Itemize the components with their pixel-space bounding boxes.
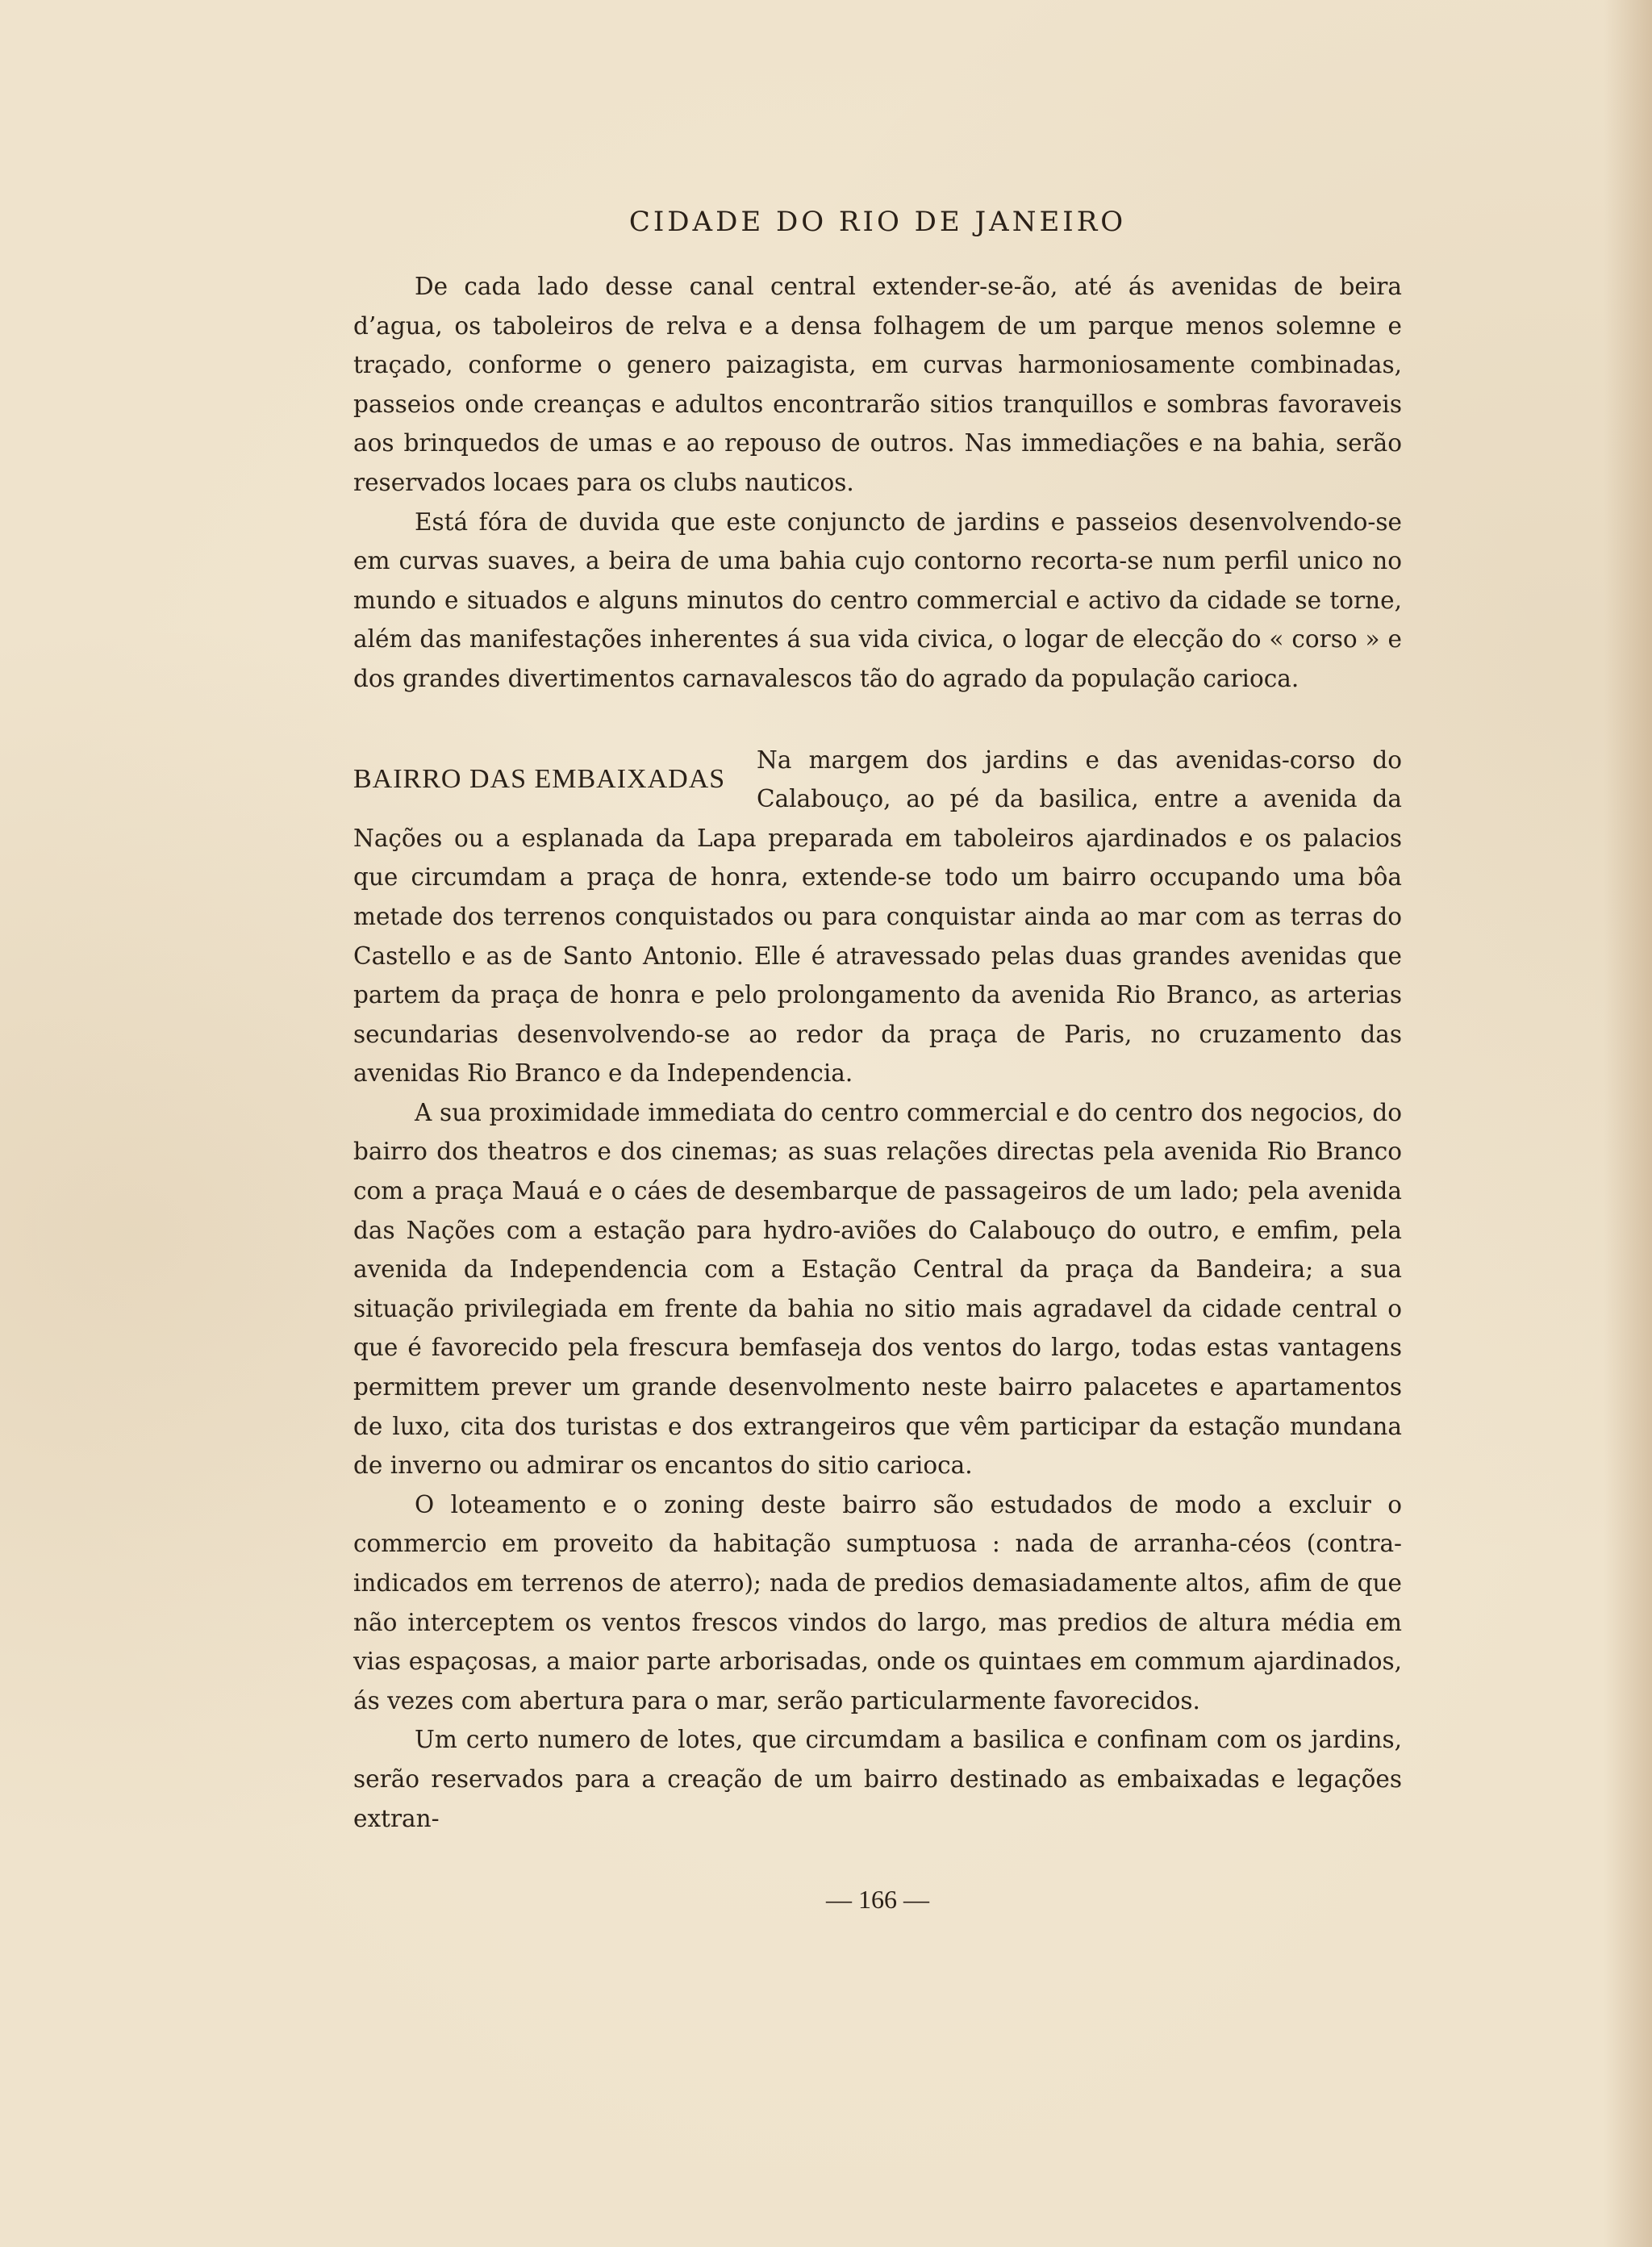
page-number: — 166 — [826,1885,929,1915]
intro-text [353,267,1402,699]
section-bairro-das-embaixadas [353,741,1402,1839]
section-heading: BAIRRO DAS EMBAIXADAS [353,763,726,794]
text-block [353,206,1402,1915]
paragraph: O loteamento e o zoning deste bairro são estudados de modo a excluir o commercio em proveito da habitação sumptuosa : nada de arranha-céos (contra-indicados em terrenos de aterro); nada de predios demasiadamente altos, afim de que não interceptem os ventos frescos vindos do largo, mas predios de altura média em vias espaçosas, a maior parte arborisadas, onde os quintaes em commum ajardinados, ás vezes com abertura para o mar, serão particularmente favorecidos. [353,1490,1402,1714]
section-body [353,1093,1402,1838]
paragraph: De cada lado desse canal central extender-se-ão, até ás avenidas de beira d’agua, os taboleiros de relva e a densa folhagem de um parque menos solemne e traçado, conforme o genero paizagista, em curvas harmoniosamente combinadas, passeios onde creanças e adultos encontrarão sitios tranquillos e sombras favoraveis aos brinquedos de umas e ao repouso de outros. Nas immediações e na bahia, serão reservados locaes para os clubs nauticos. [353,273,1402,496]
running-head: CIDADE DO RIO DE JANEIRO [628,206,1127,238]
paragraph: Está fóra de duvida que este conjuncto de jardins e passeios desenvolvendo-se em curvas suaves, a beira de uma bahia cujo contorno recorta-se num perfil unico no mundo e situados e alguns minutos do centro commercial e activo da cidade se torne, além das manifestações inherentes á sua vida civica, o logar de elecção do « corso » e dos grandes divertimentos carnavalescos tão do agrado da população carioca. [353,507,1402,692]
paragraph: Na margem dos jardins e das avenidas-corso do Calabouço, ao pé da basilica, entre a avenida da Nações ou a esplanada da Lapa preparada em taboleiros ajardinados e os palacios que circumdam a praça de honra, extende-se todo um bairro occupando uma bôa metade dos terrenos conquistados ou para conquistar ainda ao mar com as terras do Castello e as de Santo Antonio. Elle é atravessado pelas duas grandes avenidas que partem da praça de honra e pelo prolongamento da avenida Rio Branco, as arterias secundarias desenvolvendo-se ao redor da praça de Paris, no cruzamento das avenidas Rio Branco e da Independencia. [353,746,1402,1088]
page-edge-shadow [1604,0,1652,2247]
paragraph: A sua proximidade immediata do centro commercial e do centro dos negocios, do bairro dos theatros e dos cinemas; as suas relações directas pela avenida Rio Branco com a praça Mauá e o cáes de desembarque de passageiros de um lado; pela avenida das Nações com a estação para hydro-aviões do Calabouço do outro, e emfim, pela avenida da Independencia com a Estação Central da praça da Bandeira; a sua situação privilegiada em frente da bahia no sitio mais agradavel da cidade central o que é favorecido pela frescura bemfaseja dos ventos do largo, todas estas vantagens permittem prever um grande desenvolmento neste bairro palacetes e apartamentos de luxo, cita dos turistas e dos extrangeiros que vêm participar da estação mundana de inverno ou admirar os encantos do sitio carioca. [353,1098,1402,1480]
paragraph: Um certo numero de lotes, que circumdam a basilica e confinam com os jardins, serão reservados para a creação de um bairro destinado as embaixadas e legações extran- [353,1726,1402,1832]
